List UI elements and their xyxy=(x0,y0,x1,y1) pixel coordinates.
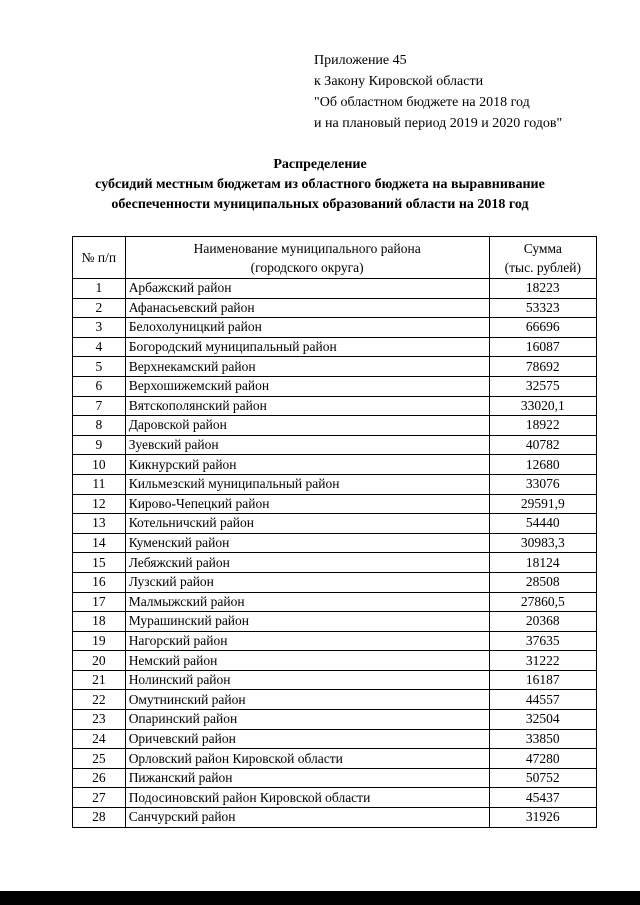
table-row xyxy=(73,592,597,612)
district-name: Омутнинский район xyxy=(125,690,489,710)
district-name: Лузский район xyxy=(125,572,489,592)
subsidy-amount: 50752 xyxy=(489,768,596,788)
table-row xyxy=(73,690,597,710)
appendix-line-2: к Закону Кировской области xyxy=(314,74,484,89)
district-name: Орловский район Кировской области xyxy=(125,749,489,769)
appendix-line-3: "Об областном бюджете на 2018 год xyxy=(314,95,530,110)
district-name: Лебяжский район xyxy=(125,553,489,573)
table-row xyxy=(73,651,597,671)
subsidy-amount: 33076 xyxy=(489,474,596,494)
row-number: 24 xyxy=(73,729,126,749)
district-name: Арбажский район xyxy=(125,279,489,299)
row-number: 5 xyxy=(73,357,126,377)
row-number: 1 xyxy=(73,279,126,299)
district-name: Афанасьевский район xyxy=(125,298,489,318)
subsidy-amount: 32575 xyxy=(489,376,596,396)
district-name: Оричевский район xyxy=(125,729,489,749)
district-name: Зуевский район xyxy=(125,435,489,455)
table-row xyxy=(73,357,597,377)
table-row xyxy=(73,435,597,455)
appendix-line-4: и на плановый период 2019 и 2020 годов" xyxy=(314,116,563,131)
table-row xyxy=(73,749,597,769)
district-name: Нагорский район xyxy=(125,631,489,651)
subsidy-amount: 20368 xyxy=(489,612,596,632)
subsidy-amount: 18922 xyxy=(489,416,596,436)
document-title xyxy=(0,155,640,215)
district-name: Даровской район xyxy=(125,416,489,436)
subsidy-amount: 27860,5 xyxy=(489,592,596,612)
table-row xyxy=(73,788,597,808)
row-number: 6 xyxy=(73,376,126,396)
row-number: 7 xyxy=(73,396,126,416)
subsidy-amount: 47280 xyxy=(489,749,596,769)
row-number: 18 xyxy=(73,612,126,632)
row-number: 9 xyxy=(73,435,126,455)
table-row xyxy=(73,396,597,416)
table-row xyxy=(73,298,597,318)
district-name: Опаринский район xyxy=(125,710,489,730)
row-number: 8 xyxy=(73,416,126,436)
table-body xyxy=(73,279,597,828)
subsidy-amount: 54440 xyxy=(489,514,596,534)
row-number: 11 xyxy=(73,474,126,494)
header-sum-line-2: (тыс. рублей) xyxy=(504,259,581,275)
subsidy-amount: 12680 xyxy=(489,455,596,475)
subsidy-amount: 53323 xyxy=(489,298,596,318)
row-number: 16 xyxy=(73,572,126,592)
table-row xyxy=(73,318,597,338)
subsidy-amount: 44557 xyxy=(489,690,596,710)
header-sum xyxy=(489,237,596,279)
table-row xyxy=(73,337,597,357)
district-name: Кильмезский муниципальный район xyxy=(125,474,489,494)
table-row xyxy=(73,514,597,534)
table-row xyxy=(73,729,597,749)
table-row xyxy=(73,631,597,651)
scan-edge-bar xyxy=(0,891,640,905)
district-name: Нолинский район xyxy=(125,670,489,690)
row-number: 15 xyxy=(73,553,126,573)
row-number: 14 xyxy=(73,533,126,553)
subsidy-amount: 45437 xyxy=(489,788,596,808)
row-number: 22 xyxy=(73,690,126,710)
subsidy-amount: 31926 xyxy=(489,808,596,828)
table-row xyxy=(73,455,597,475)
district-name: Белохолуницкий район xyxy=(125,318,489,338)
subsidy-table xyxy=(72,236,597,828)
district-name: Верхнекамский район xyxy=(125,357,489,377)
table-row xyxy=(73,710,597,730)
subsidy-amount: 18124 xyxy=(489,553,596,573)
district-name: Мурашинский район xyxy=(125,612,489,632)
table-row xyxy=(73,670,597,690)
subsidy-amount: 16087 xyxy=(489,337,596,357)
table-row xyxy=(73,572,597,592)
district-name: Кирово-Чепецкий район xyxy=(125,494,489,514)
district-name: Немский район xyxy=(125,651,489,671)
district-name: Верхошижемский район xyxy=(125,376,489,396)
table-row xyxy=(73,808,597,828)
subsidy-amount: 30983,3 xyxy=(489,533,596,553)
row-number: 3 xyxy=(73,318,126,338)
district-name: Подосиновский район Кировской области xyxy=(125,788,489,808)
header-sum-line-1: Сумма xyxy=(523,240,562,256)
district-name: Куменский район xyxy=(125,533,489,553)
subsidy-amount: 66696 xyxy=(489,318,596,338)
district-name: Вятскополянский район xyxy=(125,396,489,416)
district-name: Пижанский район xyxy=(125,768,489,788)
subsidy-amount: 33850 xyxy=(489,729,596,749)
subsidy-amount: 31222 xyxy=(489,651,596,671)
row-number: 4 xyxy=(73,337,126,357)
subsidy-amount: 16187 xyxy=(489,670,596,690)
row-number: 27 xyxy=(73,788,126,808)
subsidy-amount: 40782 xyxy=(489,435,596,455)
row-number: 17 xyxy=(73,592,126,612)
header-num: № п/п xyxy=(73,237,126,279)
row-number: 2 xyxy=(73,298,126,318)
table-row xyxy=(73,612,597,632)
subsidy-amount: 78692 xyxy=(489,357,596,377)
appendix-block xyxy=(314,50,562,134)
row-number: 21 xyxy=(73,670,126,690)
header-name-line-2: (городского округа) xyxy=(250,259,364,275)
table-row xyxy=(73,474,597,494)
table-header-row xyxy=(73,237,597,279)
district-name: Богородский муниципальный район xyxy=(125,337,489,357)
title-line-1: Распределение xyxy=(273,157,367,172)
subsidy-amount: 29591,9 xyxy=(489,494,596,514)
row-number: 10 xyxy=(73,455,126,475)
subsidy-amount: 37635 xyxy=(489,631,596,651)
row-number: 12 xyxy=(73,494,126,514)
table-row xyxy=(73,768,597,788)
row-number: 26 xyxy=(73,768,126,788)
district-name: Котельничский район xyxy=(125,514,489,534)
row-number: 13 xyxy=(73,514,126,534)
title-line-2: субсидий местным бюджетам из областного бюджета на выравнивание xyxy=(95,177,545,192)
subsidy-amount: 33020,1 xyxy=(489,396,596,416)
table-row xyxy=(73,416,597,436)
district-name: Санчурский район xyxy=(125,808,489,828)
subsidy-amount: 32504 xyxy=(489,710,596,730)
row-number: 20 xyxy=(73,651,126,671)
table-row xyxy=(73,279,597,299)
title-line-3: обеспеченности муниципальных образований области на 2018 год xyxy=(111,197,529,212)
header-name xyxy=(125,237,489,279)
table-row xyxy=(73,533,597,553)
header-name-line-1: Наименование муниципального района xyxy=(193,240,421,256)
district-name: Малмыжский район xyxy=(125,592,489,612)
row-number: 19 xyxy=(73,631,126,651)
table-row xyxy=(73,494,597,514)
row-number: 23 xyxy=(73,710,126,730)
table-row xyxy=(73,376,597,396)
district-name: Кикнурский район xyxy=(125,455,489,475)
table-row xyxy=(73,553,597,573)
row-number: 25 xyxy=(73,749,126,769)
row-number: 28 xyxy=(73,808,126,828)
appendix-line-1: Приложение 45 xyxy=(314,53,407,68)
subsidy-amount: 28508 xyxy=(489,572,596,592)
subsidy-amount: 18223 xyxy=(489,279,596,299)
